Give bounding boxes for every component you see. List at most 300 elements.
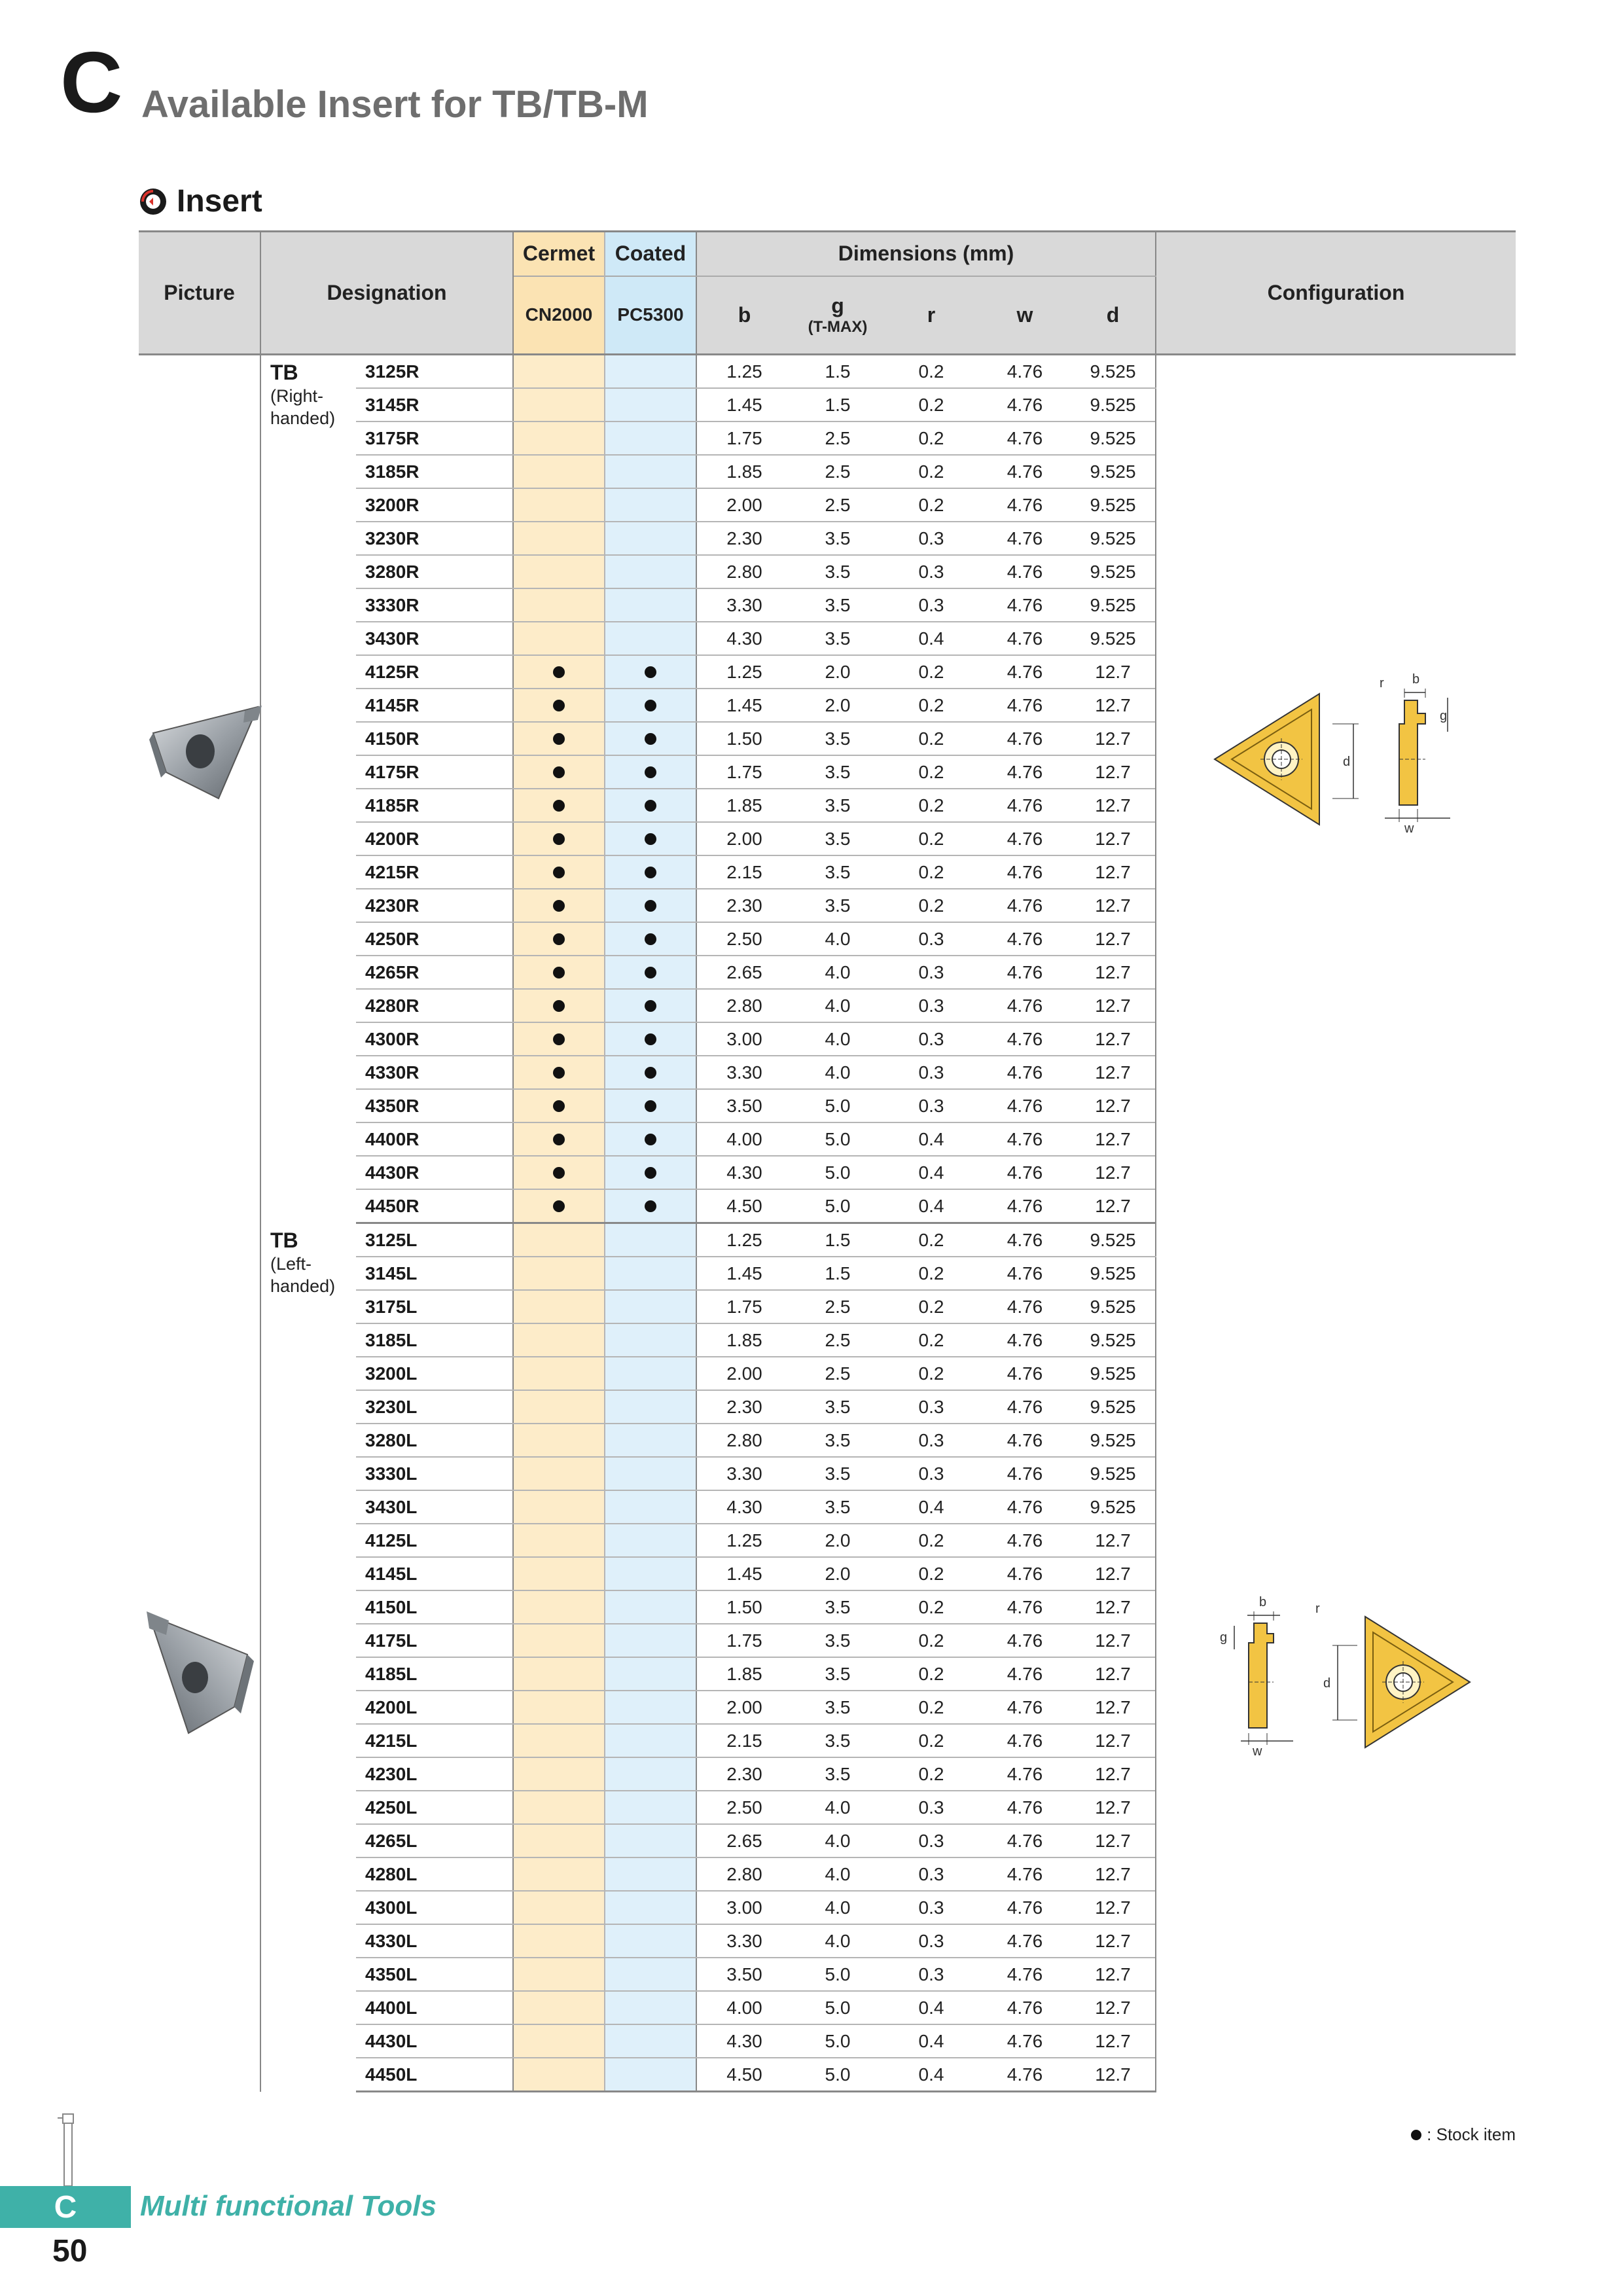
dim-d: 12.7 — [1071, 1891, 1156, 1924]
dim-b: 2.50 — [696, 922, 792, 956]
designation: 4450R — [356, 1189, 513, 1223]
designation: 4265R — [356, 956, 513, 989]
dim-b: 1.75 — [696, 755, 792, 789]
hand-label-2: handed) — [270, 408, 336, 428]
dim-r: 0.2 — [883, 822, 979, 855]
dim-g: 2.0 — [792, 1524, 883, 1557]
dim-d: 12.7 — [1071, 956, 1156, 989]
dim-w: 4.76 — [979, 1223, 1071, 1257]
cermet-cell — [513, 422, 605, 455]
dim-b: 2.30 — [696, 522, 792, 555]
config-drawing-right — [1208, 661, 1483, 851]
dim-d: 9.525 — [1071, 555, 1156, 588]
dim-b: 2.15 — [696, 1724, 792, 1757]
dim-b: 2.80 — [696, 555, 792, 588]
designation: 4230R — [356, 889, 513, 922]
dim-b: 1.50 — [696, 1590, 792, 1624]
designation: 4200L — [356, 1691, 513, 1724]
dim-g: 3.5 — [792, 1590, 883, 1624]
designation: 4145L — [356, 1557, 513, 1590]
type-cell — [260, 355, 356, 1223]
dim-g: 3.5 — [792, 622, 883, 655]
dim-b: 1.75 — [696, 1290, 792, 1323]
dim-g: 4.0 — [792, 922, 883, 956]
dim-g: 3.5 — [792, 555, 883, 588]
coated-cell — [605, 555, 696, 588]
section-letter: C — [60, 34, 123, 130]
dim-d: 12.7 — [1071, 1857, 1156, 1891]
cermet-cell — [513, 355, 605, 389]
dim-d: 12.7 — [1071, 1022, 1156, 1056]
dim-w: 4.76 — [979, 622, 1071, 655]
hand-label: (Right- — [270, 386, 324, 406]
designation: 4185R — [356, 789, 513, 822]
coated-cell — [605, 2024, 696, 2058]
dim-d: 9.525 — [1071, 422, 1156, 455]
designation: 4250L — [356, 1791, 513, 1824]
coated-cell — [605, 1724, 696, 1757]
header-w: w — [979, 276, 1071, 355]
dim-b: 2.65 — [696, 1824, 792, 1857]
dim-w: 4.76 — [979, 1958, 1071, 1991]
dim-r: 0.2 — [883, 388, 979, 422]
dim-b: 1.50 — [696, 722, 792, 755]
dim-d: 12.7 — [1071, 1791, 1156, 1824]
dim-b: 3.00 — [696, 1891, 792, 1924]
header-b: b — [696, 276, 792, 355]
dim-w: 4.76 — [979, 1122, 1071, 1156]
stock-dot-icon — [645, 1067, 656, 1079]
dim-w: 4.76 — [979, 1390, 1071, 1424]
designation: 4250R — [356, 922, 513, 956]
dim-w: 4.76 — [979, 388, 1071, 422]
dim-w: 4.76 — [979, 1524, 1071, 1557]
stock-dot-icon — [553, 1134, 565, 1145]
cermet-cell — [513, 1757, 605, 1791]
dim-b: 1.85 — [696, 455, 792, 488]
coated-cell — [605, 1089, 696, 1122]
cermet-cell — [513, 1056, 605, 1089]
dim-g: 5.0 — [792, 1991, 883, 2024]
dim-r: 0.4 — [883, 1189, 979, 1223]
dim-w: 4.76 — [979, 588, 1071, 622]
stock-dot-icon — [645, 867, 656, 878]
coated-cell — [605, 455, 696, 488]
coated-cell — [605, 1891, 696, 1924]
dim-r: 0.2 — [883, 655, 979, 689]
dim-w: 4.76 — [979, 1991, 1071, 2024]
dim-d: 12.7 — [1071, 1691, 1156, 1724]
coated-cell — [605, 1323, 696, 1357]
dim-d: 9.525 — [1071, 355, 1156, 389]
cermet-cell — [513, 1791, 605, 1824]
dim-d: 9.525 — [1071, 1390, 1156, 1424]
coated-cell — [605, 822, 696, 855]
designation: 3145L — [356, 1257, 513, 1290]
designation: 3185L — [356, 1323, 513, 1357]
dim-d: 9.525 — [1071, 588, 1156, 622]
dim-g: 3.5 — [792, 855, 883, 889]
cermet-cell — [513, 1958, 605, 1991]
cermet-cell — [513, 555, 605, 588]
dim-g: 3.5 — [792, 755, 883, 789]
dim-d: 9.525 — [1071, 1257, 1156, 1290]
dim-w: 4.76 — [979, 689, 1071, 722]
coated-cell — [605, 622, 696, 655]
dim-d: 12.7 — [1071, 889, 1156, 922]
dim-r: 0.4 — [883, 1490, 979, 1524]
dim-b: 1.25 — [696, 655, 792, 689]
dim-g: 4.0 — [792, 956, 883, 989]
stock-dot-icon — [645, 666, 656, 678]
section-tab: C — [0, 2186, 131, 2228]
cermet-cell — [513, 1590, 605, 1624]
dim-r: 0.2 — [883, 689, 979, 722]
dim-w: 4.76 — [979, 755, 1071, 789]
coated-cell — [605, 1657, 696, 1691]
header-dimensions: Dimensions (mm) — [696, 232, 1156, 276]
dim-g: 3.5 — [792, 1457, 883, 1490]
dim-r: 0.2 — [883, 422, 979, 455]
coated-cell — [605, 1824, 696, 1857]
cermet-cell — [513, 789, 605, 822]
designation: 4175L — [356, 1624, 513, 1657]
dim-b: 2.80 — [696, 989, 792, 1022]
dim-g: 4.0 — [792, 1022, 883, 1056]
coated-cell — [605, 1624, 696, 1657]
dim-b: 1.45 — [696, 388, 792, 422]
dim-r-right: r — [1380, 676, 1384, 691]
stock-dot-icon — [553, 1200, 565, 1212]
coated-cell — [605, 1357, 696, 1390]
cermet-cell — [513, 488, 605, 522]
stock-dot-icon — [553, 1000, 565, 1012]
dim-w: 4.76 — [979, 1257, 1071, 1290]
coated-cell — [605, 588, 696, 622]
dim-r: 0.2 — [883, 455, 979, 488]
header-d: d — [1071, 276, 1156, 355]
stock-dot-icon — [553, 800, 565, 812]
dim-d: 9.525 — [1071, 1424, 1156, 1457]
stock-dot-icon — [553, 733, 565, 745]
cermet-cell — [513, 1691, 605, 1724]
cermet-cell — [513, 689, 605, 722]
dim-r: 0.3 — [883, 1089, 979, 1122]
cermet-cell — [513, 1122, 605, 1156]
dim-g: 5.0 — [792, 1156, 883, 1189]
dim-d: 12.7 — [1071, 755, 1156, 789]
stock-dot-icon — [645, 1100, 656, 1112]
coated-cell — [605, 422, 696, 455]
dim-w: 4.76 — [979, 1022, 1071, 1056]
dim-r: 0.3 — [883, 522, 979, 555]
dim-w: 4.76 — [979, 789, 1071, 822]
dim-r: 0.2 — [883, 889, 979, 922]
dim-g: 3.5 — [792, 588, 883, 622]
cermet-cell — [513, 1991, 605, 2024]
cermet-cell — [513, 588, 605, 622]
cermet-cell — [513, 1223, 605, 1257]
designation: 3125R — [356, 355, 513, 389]
stock-dot-icon — [553, 700, 565, 711]
dim-b: 4.30 — [696, 2024, 792, 2058]
coated-cell — [605, 889, 696, 922]
legend-text: : Stock item — [1427, 2125, 1516, 2144]
dim-d: 9.525 — [1071, 1357, 1156, 1390]
cermet-cell — [513, 1357, 605, 1390]
header-configuration: Configuration — [1156, 232, 1516, 355]
cermet-cell — [513, 455, 605, 488]
dim-d: 9.525 — [1071, 488, 1156, 522]
dim-d: 12.7 — [1071, 1958, 1156, 1991]
coated-cell — [605, 989, 696, 1022]
dim-d: 12.7 — [1071, 989, 1156, 1022]
dim-w: 4.76 — [979, 1089, 1071, 1122]
dim-b: 4.00 — [696, 1122, 792, 1156]
dim-g: 3.5 — [792, 1490, 883, 1524]
cermet-cell — [513, 1657, 605, 1691]
dim-d: 12.7 — [1071, 722, 1156, 755]
designation: 4265L — [356, 1824, 513, 1857]
dim-b: 1.45 — [696, 1257, 792, 1290]
dim-r: 0.4 — [883, 1991, 979, 2024]
stock-dot-icon — [553, 1067, 565, 1079]
dim-g: 5.0 — [792, 1189, 883, 1223]
cermet-cell — [513, 1490, 605, 1524]
dim-r: 0.2 — [883, 1323, 979, 1357]
dim-d-right: d — [1343, 755, 1351, 769]
stock-dot-icon — [553, 900, 565, 912]
dim-r: 0.3 — [883, 956, 979, 989]
coated-cell — [605, 1424, 696, 1457]
designation: 4330R — [356, 1056, 513, 1089]
dim-w: 4.76 — [979, 655, 1071, 689]
dim-g: 4.0 — [792, 1791, 883, 1824]
header-coated: Coated — [605, 232, 696, 276]
coated-cell — [605, 1691, 696, 1724]
dim-r: 0.2 — [883, 1657, 979, 1691]
cermet-cell — [513, 1290, 605, 1323]
dim-r: 0.4 — [883, 2024, 979, 2058]
designation: 4125R — [356, 655, 513, 689]
coated-cell — [605, 1156, 696, 1189]
cermet-cell — [513, 1257, 605, 1290]
stock-dot-icon — [553, 1167, 565, 1179]
dim-r: 0.2 — [883, 1557, 979, 1590]
coated-cell — [605, 1022, 696, 1056]
cermet-cell — [513, 855, 605, 889]
dim-w-right: w — [1404, 821, 1414, 836]
dim-g: 4.0 — [792, 1857, 883, 1891]
dim-b: 3.00 — [696, 1022, 792, 1056]
cermet-cell — [513, 722, 605, 755]
dim-d: 12.7 — [1071, 822, 1156, 855]
designation: 3230R — [356, 522, 513, 555]
cermet-cell — [513, 1089, 605, 1122]
designation: 4125L — [356, 1524, 513, 1557]
dim-w: 4.76 — [979, 455, 1071, 488]
dim-d: 12.7 — [1071, 1156, 1156, 1189]
dim-b: 2.80 — [696, 1424, 792, 1457]
stock-dot-icon — [645, 700, 656, 711]
cermet-cell — [513, 1924, 605, 1958]
dim-g: 3.5 — [792, 1624, 883, 1657]
coated-cell — [605, 355, 696, 389]
insert-subtitle — [139, 183, 262, 219]
header-designation: Designation — [260, 232, 513, 355]
dim-g: 3.5 — [792, 1691, 883, 1724]
cermet-cell — [513, 2058, 605, 2092]
dim-g: 3.5 — [792, 889, 883, 922]
cermet-cell — [513, 388, 605, 422]
dim-w: 4.76 — [979, 1189, 1071, 1223]
dim-g: 2.5 — [792, 1290, 883, 1323]
dim-b: 4.00 — [696, 1991, 792, 2024]
type-label: TB — [270, 361, 298, 384]
dim-w: 4.76 — [979, 889, 1071, 922]
dim-w: 4.76 — [979, 1824, 1071, 1857]
dim-r: 0.2 — [883, 1624, 979, 1657]
dim-d: 9.525 — [1071, 1290, 1156, 1323]
stock-dot-icon — [553, 867, 565, 878]
dim-w: 4.76 — [979, 355, 1071, 389]
type-label: TB — [270, 1228, 298, 1252]
table-row — [139, 1223, 1516, 1257]
designation: 3200R — [356, 488, 513, 522]
designation: 4400R — [356, 1122, 513, 1156]
dim-w: 4.76 — [979, 1056, 1071, 1089]
dim-b-right: b — [1412, 672, 1420, 687]
dim-g: 5.0 — [792, 1958, 883, 1991]
coated-cell — [605, 1524, 696, 1557]
designation: 3430L — [356, 1490, 513, 1524]
stock-dot-icon — [645, 833, 656, 845]
dim-b: 2.15 — [696, 855, 792, 889]
dim-r: 0.3 — [883, 1390, 979, 1424]
dim-g: 3.5 — [792, 1390, 883, 1424]
dim-w: 4.76 — [979, 1557, 1071, 1590]
stock-dot-icon — [645, 800, 656, 812]
dim-r: 0.3 — [883, 1857, 979, 1891]
dim-w: 4.76 — [979, 1323, 1071, 1357]
dim-r: 0.2 — [883, 1757, 979, 1791]
dim-b: 1.85 — [696, 789, 792, 822]
designation: 4215L — [356, 1724, 513, 1757]
dim-w: 4.76 — [979, 722, 1071, 755]
stock-dot-icon — [553, 967, 565, 978]
dim-w: 4.76 — [979, 1624, 1071, 1657]
dim-d: 12.7 — [1071, 1624, 1156, 1657]
dim-d: 12.7 — [1071, 1089, 1156, 1122]
header-picture: Picture — [139, 232, 260, 355]
designation: 4450L — [356, 2058, 513, 2092]
dim-r: 0.3 — [883, 588, 979, 622]
stock-dot-icon — [553, 766, 565, 778]
dim-w: 4.76 — [979, 1156, 1071, 1189]
dim-d: 12.7 — [1071, 689, 1156, 722]
dim-b: 1.45 — [696, 689, 792, 722]
designation: 3175L — [356, 1290, 513, 1323]
dim-b: 3.50 — [696, 1958, 792, 1991]
dim-r: 0.2 — [883, 1590, 979, 1624]
dim-w: 4.76 — [979, 1724, 1071, 1757]
designation: 4280L — [356, 1857, 513, 1891]
dim-d: 12.7 — [1071, 855, 1156, 889]
hand-label-2: handed) — [270, 1276, 336, 1296]
coated-cell — [605, 755, 696, 789]
dim-w: 4.76 — [979, 956, 1071, 989]
dim-r: 0.3 — [883, 989, 979, 1022]
dim-b: 3.50 — [696, 1089, 792, 1122]
dim-b: 1.75 — [696, 1624, 792, 1657]
cermet-cell — [513, 1156, 605, 1189]
coated-cell — [605, 1757, 696, 1791]
dim-w: 4.76 — [979, 1691, 1071, 1724]
coated-cell — [605, 1590, 696, 1624]
dim-w: 4.76 — [979, 1657, 1071, 1691]
designation: 3330R — [356, 588, 513, 622]
dim-b: 1.25 — [696, 1223, 792, 1257]
dim-b: 2.00 — [696, 822, 792, 855]
dim-d: 12.7 — [1071, 1189, 1156, 1223]
config-drawing-left — [1208, 1571, 1483, 1761]
coated-cell — [605, 1390, 696, 1424]
dim-r: 0.2 — [883, 1524, 979, 1557]
designation: 3125L — [356, 1223, 513, 1257]
dim-r: 0.3 — [883, 1022, 979, 1056]
designation: 4200R — [356, 822, 513, 855]
dim-g: 1.5 — [792, 388, 883, 422]
cermet-cell — [513, 1524, 605, 1557]
coated-cell — [605, 1991, 696, 2024]
section-bullet-icon — [139, 187, 168, 216]
dim-w: 4.76 — [979, 422, 1071, 455]
coated-cell — [605, 2058, 696, 2092]
dim-w: 4.76 — [979, 989, 1071, 1022]
header-cermet: Cermet — [513, 232, 605, 276]
type-cell — [260, 1223, 356, 2092]
stock-dot-icon — [645, 900, 656, 912]
dim-w: 4.76 — [979, 1857, 1071, 1891]
dim-b: 1.75 — [696, 422, 792, 455]
dim-d: 9.525 — [1071, 622, 1156, 655]
dim-b: 2.00 — [696, 488, 792, 522]
stock-dot-icon — [645, 1167, 656, 1179]
cermet-cell — [513, 1724, 605, 1757]
dim-g: 5.0 — [792, 2024, 883, 2058]
coated-cell — [605, 689, 696, 722]
dim-g-left: g — [1220, 1630, 1228, 1645]
dim-r: 0.2 — [883, 1724, 979, 1757]
dim-r: 0.2 — [883, 488, 979, 522]
insert-photo-left — [143, 1609, 260, 1740]
dim-g: 5.0 — [792, 1089, 883, 1122]
coated-cell — [605, 488, 696, 522]
stock-dot-icon — [553, 1033, 565, 1045]
header-coated-grade: PC5300 — [605, 276, 696, 355]
dim-b: 1.45 — [696, 1557, 792, 1590]
dim-r: 0.2 — [883, 1223, 979, 1257]
dim-w: 4.76 — [979, 1924, 1071, 1958]
dim-g: 3.5 — [792, 722, 883, 755]
dim-d: 9.525 — [1071, 1457, 1156, 1490]
dim-g: 3.5 — [792, 789, 883, 822]
dim-b: 2.80 — [696, 1857, 792, 1891]
cermet-cell — [513, 755, 605, 789]
header-g-sub: (T-MAX) — [808, 317, 868, 336]
stock-dot-icon — [645, 1200, 656, 1212]
dim-g: 1.5 — [792, 355, 883, 389]
